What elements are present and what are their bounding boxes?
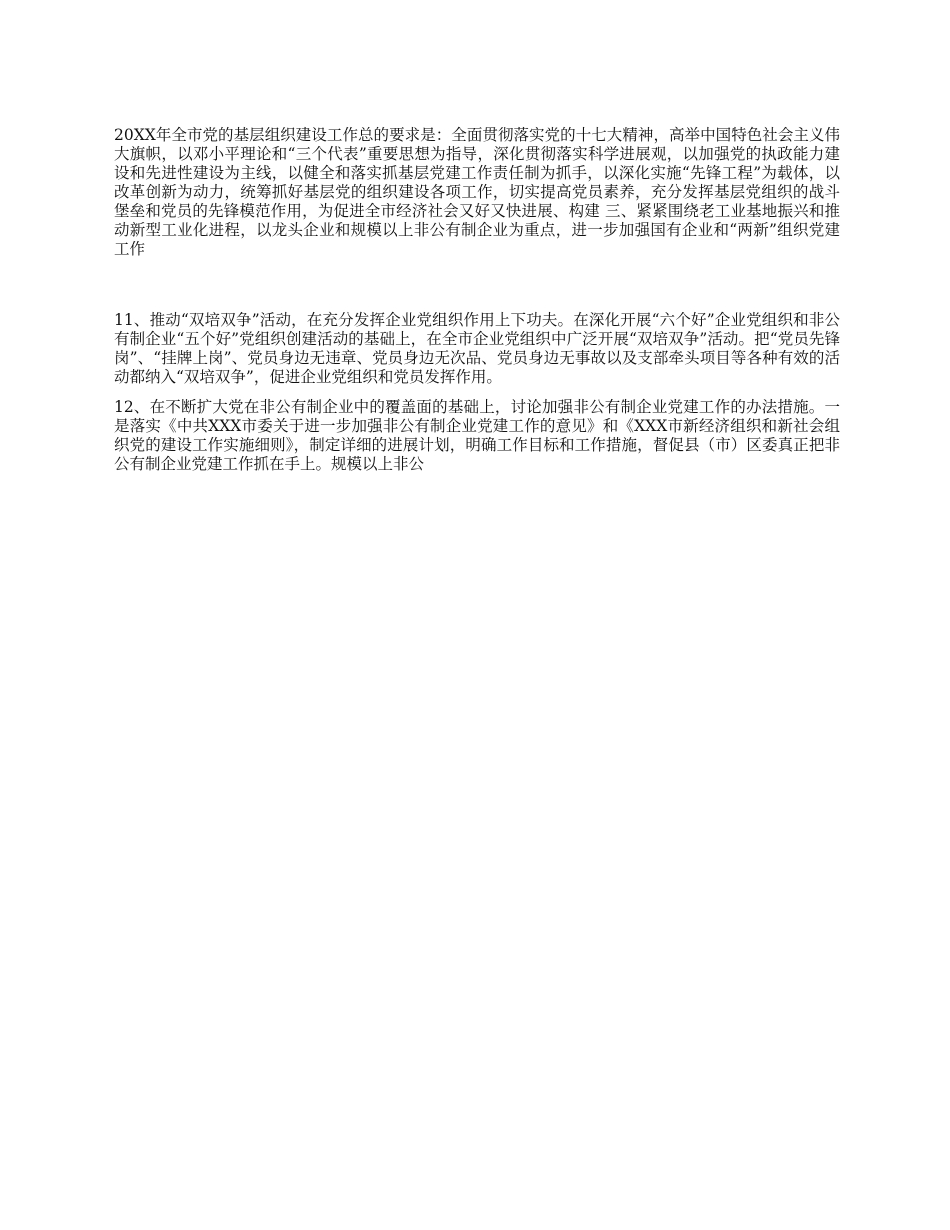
paragraph-item-11: 11、推动“双培双争”活动，在充分发挥企业党组织作用上下功夫。在深化开展“六个好”企业党组织和非公有制企业“五个好”党组织创建活动的基础上，在全市企业党组织中广泛开展“双培双争”活动。把“党员先锋岗”、“挂牌上岗”、党员身边无违章、党员身边无次品、党员身边无事故以及支部牵头项目等各种有效的活动都纳入“双培双争”，促进企业党组织和党员发挥作用。 <box>114 311 840 386</box>
paragraph-item-12: 12、在不断扩大党在非公有制企业中的覆盖面的基础上，讨论加强非公有制企业党建工作的办法措施。一是落实《中共XXX市委关于进一步加强非公有制企业党建工作的意见》和《XXX市新经济组织和新社会组织党的建设工作实施细则》，制定详细的进展计划，明确工作目标和工作措施，督促县（市）区委真正把非公有制企业党建工作抓在手上。规模以上非公 <box>114 398 840 473</box>
document-body <box>114 126 840 474</box>
paragraph-general-requirements: 20XX年全市党的基层组织建设工作总的要求是：全面贯彻落实党的十七大精神，高举中国特色社会主义伟大旗帜，以邓小平理论和“三个代表”重要思想为指导，深化贯彻落实科学进展观，以加强党的执政能力建设和先进性建设为主线，以健全和落实抓基层党建工作责任制为抓手，以深化实施“先锋工程”为载体，以改革创新为动力，统筹抓好基层党的组织建设各项工作，切实提高党员素养，充分发挥基层党组织的战斗堡垒和党员的先锋模范作用，为促进全市经济社会又好又快进展、构建 三、紧紧围绕老工业基地振兴和推动新型工业化进程，以龙头企业和规模以上非公有制企业为重点，进一步加强国有企业和“两新”组织党建工作 <box>114 126 840 258</box>
